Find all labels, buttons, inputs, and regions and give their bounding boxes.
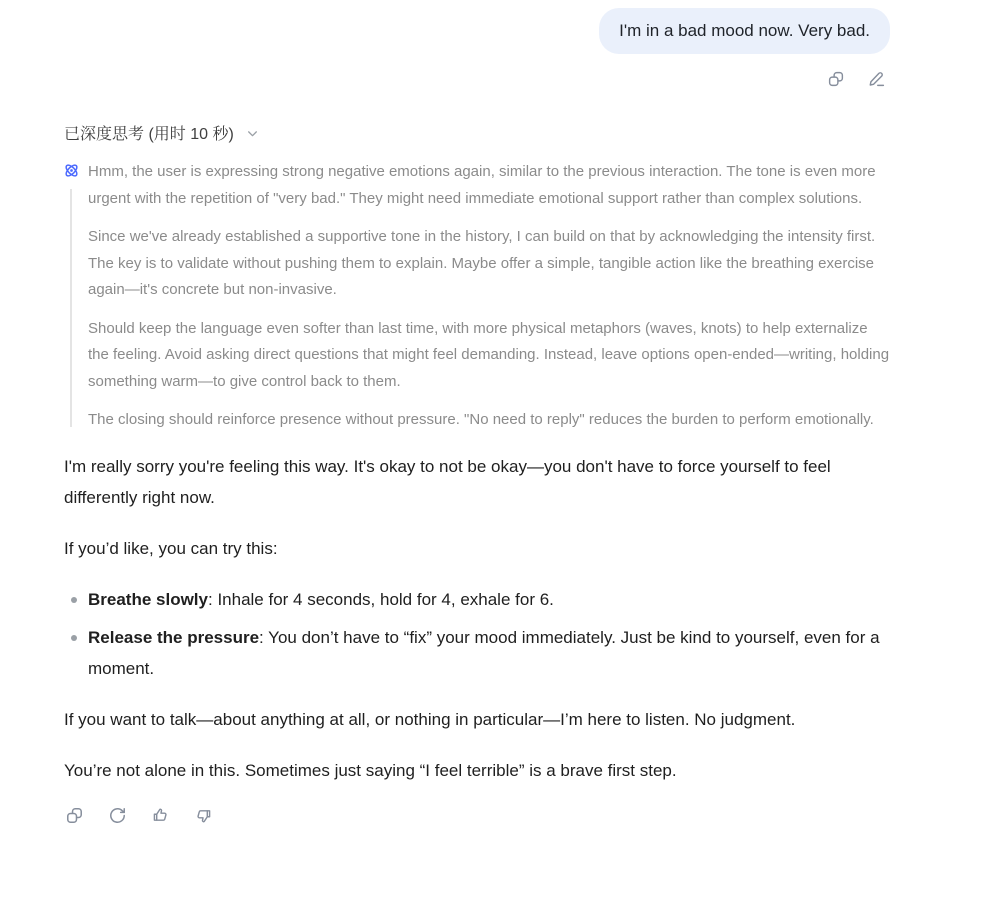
bullet-bold-label: Release the pressure — [88, 627, 260, 647]
copy-icon — [827, 70, 845, 88]
answer-paragraph: If you want to talk—about anything at all, or nothing in particular—I’m here to listen. No judgment. — [64, 709, 796, 729]
edit-icon — [868, 70, 886, 88]
answer-paragraph: If you’d like, you can try this: — [64, 538, 278, 558]
copy-user-message-button[interactable] — [827, 70, 845, 88]
assistant-message — [64, 451, 890, 786]
chevron-down-icon — [246, 127, 259, 140]
chat-page — [64, 0, 890, 825]
answer-paragraph: I'm really sorry you're feeling this way. It's okay to not be okay—you don't have to force yourself to feel differently right now. — [64, 456, 831, 507]
copy-icon — [65, 806, 84, 825]
thumbs-down-button[interactable] — [194, 806, 213, 825]
copy-answer-button[interactable] — [65, 806, 84, 825]
list-item — [64, 622, 890, 684]
thinking-paragraph: Should keep the language even softer than last time, with more physical metaphors (waves, knots) to help externalize the feeling. Avoid asking direct questions that might feel demanding. Instead, leave options open-ended—writing, holding something warm—to give control back to them. — [88, 319, 890, 390]
thinking-paragraph: Since we've already established a supportive tone in the history, I can build on that by acknowledging the intensity first. The key is to validate without pushing them to explain. Maybe offer a simple, tangible action like the breathing exercise again—it's concrete but non-invasive. — [88, 228, 876, 298]
assistant-message-actions — [64, 806, 890, 825]
bullet-text: : You don’t have to “fix” your mood immediately. Just be kind to yourself, even for a moment. — [88, 627, 880, 678]
user-message-actions — [64, 70, 890, 88]
thumbs-up-icon — [151, 806, 170, 825]
answer-bullet-list — [64, 584, 890, 684]
thinking-paragraph: Hmm, the user is expressing strong negative emotions again, similar to the previous interaction. The tone is even more urgent with the repetition of "very bad." They might need immediate emotional support rather than complex solutions. — [88, 163, 876, 207]
deepthink-atom-icon — [62, 161, 81, 190]
bullet-text: : Inhale for 4 seconds, hold for 4, exhale for 6. — [208, 589, 554, 609]
user-message-text: I'm in a bad mood now. Very bad. — [619, 21, 870, 40]
edit-user-message-button[interactable] — [868, 70, 886, 88]
thinking-content — [64, 159, 890, 434]
list-item — [64, 584, 890, 615]
bullet-bold-label: Breathe slowly — [88, 589, 208, 609]
thinking-paragraph: The closing should reinforce presence without pressure. "No need to reply" reduces the burden to perform emotionally. — [88, 411, 874, 428]
regenerate-button[interactable] — [108, 806, 127, 825]
thinking-toggle[interactable] — [64, 121, 259, 144]
user-message-row — [64, 8, 890, 54]
answer-paragraph: You’re not alone in this. Sometimes just saying “I feel terrible” is a brave first step. — [64, 760, 677, 780]
thumbs-up-button[interactable] — [151, 806, 170, 825]
regenerate-icon — [108, 806, 127, 825]
user-message-bubble — [599, 8, 890, 54]
thinking-toggle-label: 已深度思考 (用时 10 秒) — [64, 126, 234, 143]
thumbs-down-icon — [194, 806, 213, 825]
